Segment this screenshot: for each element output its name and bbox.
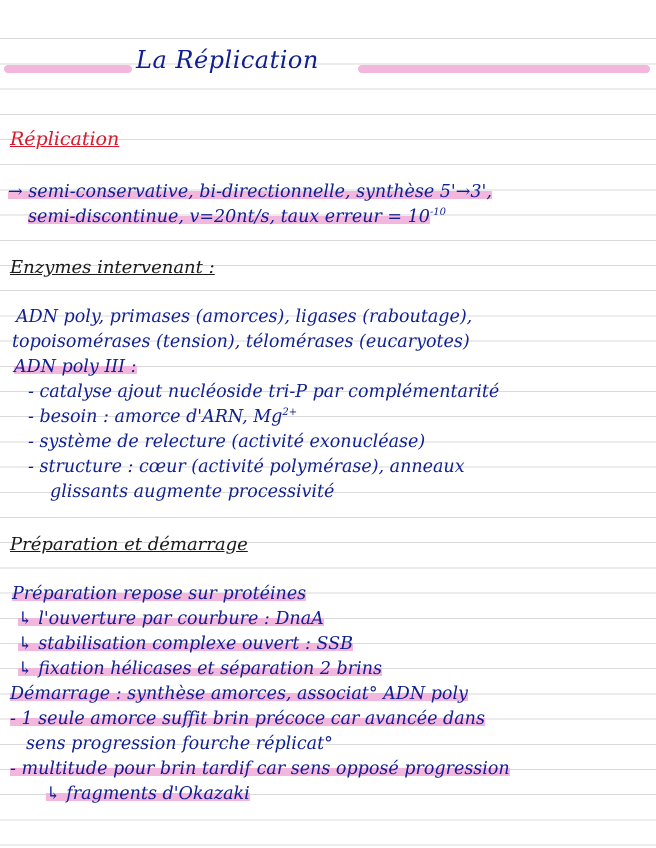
preparation-line-5-text: Démarrage : synthèse amorces, associat° ADN poly	[10, 684, 468, 704]
replication-line-2-text: semi-discontinue, v=20nt/s, taux erreur = 10	[28, 207, 430, 227]
enzymes-line-4: - catalyse ajout nucléoside tri-P par complémentarité	[28, 382, 500, 402]
section-heading-replication: Réplication	[10, 128, 120, 150]
title-block	[0, 46, 656, 82]
preparation-line-1-text: Préparation repose sur protéines	[12, 584, 307, 604]
enzymes-line-3	[14, 355, 137, 380]
enzymes-line-2: topoisomérases (tension), télomérases (eucaryotes)	[12, 332, 470, 352]
enzymes-line-7: - structure : cœur (activité polymérase), anneaux	[28, 457, 465, 477]
preparation-line-8	[10, 757, 510, 782]
enzymes-line-5-text: - besoin : amorce d'ARN, Mg	[28, 407, 283, 427]
enzymes-line-1: ADN poly, primases (amorces), ligases (raboutage),	[16, 307, 473, 327]
replication-line-1-text: → semi-conservative, bi-directionnelle, synthèse 5'→3',	[8, 182, 492, 202]
section-heading-enzymes: Enzymes intervenant :	[10, 257, 215, 278]
enzymes-line-3-text: ADN poly III :	[14, 357, 137, 377]
replication-line-1	[8, 180, 492, 205]
preparation-line-3	[18, 632, 353, 657]
replication-line-2	[28, 205, 446, 230]
preparation-line-5	[10, 682, 468, 707]
preparation-line-1	[12, 582, 306, 607]
enzymes-line-6: - système de relecture (activité exonucléase)	[28, 432, 426, 452]
preparation-line-2	[18, 607, 324, 632]
title-highlight-left	[4, 65, 132, 73]
enzymes-line-8: glissants augmente processivité	[50, 482, 335, 502]
title-highlight-right	[358, 65, 650, 73]
preparation-line-4	[18, 657, 382, 682]
preparation-line-6	[10, 707, 485, 732]
section-heading-preparation: Préparation et démarrage	[10, 534, 248, 555]
error-rate-exponent: -10	[429, 207, 447, 219]
preparation-line-9	[46, 782, 250, 807]
preparation-line-6-text: - 1 seule amorce suffit brin précoce car avancée dans	[10, 709, 485, 729]
enzymes-line-5	[28, 405, 297, 430]
preparation-line-9-text: ↳ fragments d'Okazaki	[46, 784, 250, 804]
page-title: La Réplication	[136, 46, 319, 74]
preparation-line-3-text: ↳ stabilisation complexe ouvert : SSB	[18, 634, 353, 654]
preparation-line-8-text: - multitude pour brin tardif car sens opposé progression	[10, 759, 510, 779]
preparation-line-2-text: ↳ l'ouverture par courbure : DnaA	[18, 609, 324, 629]
mg-charge: 2+	[282, 407, 298, 419]
preparation-line-4-text: ↳ fixation hélicases et séparation 2 brins	[18, 659, 382, 679]
preparation-line-7: sens progression fourche réplicat°	[26, 734, 333, 754]
